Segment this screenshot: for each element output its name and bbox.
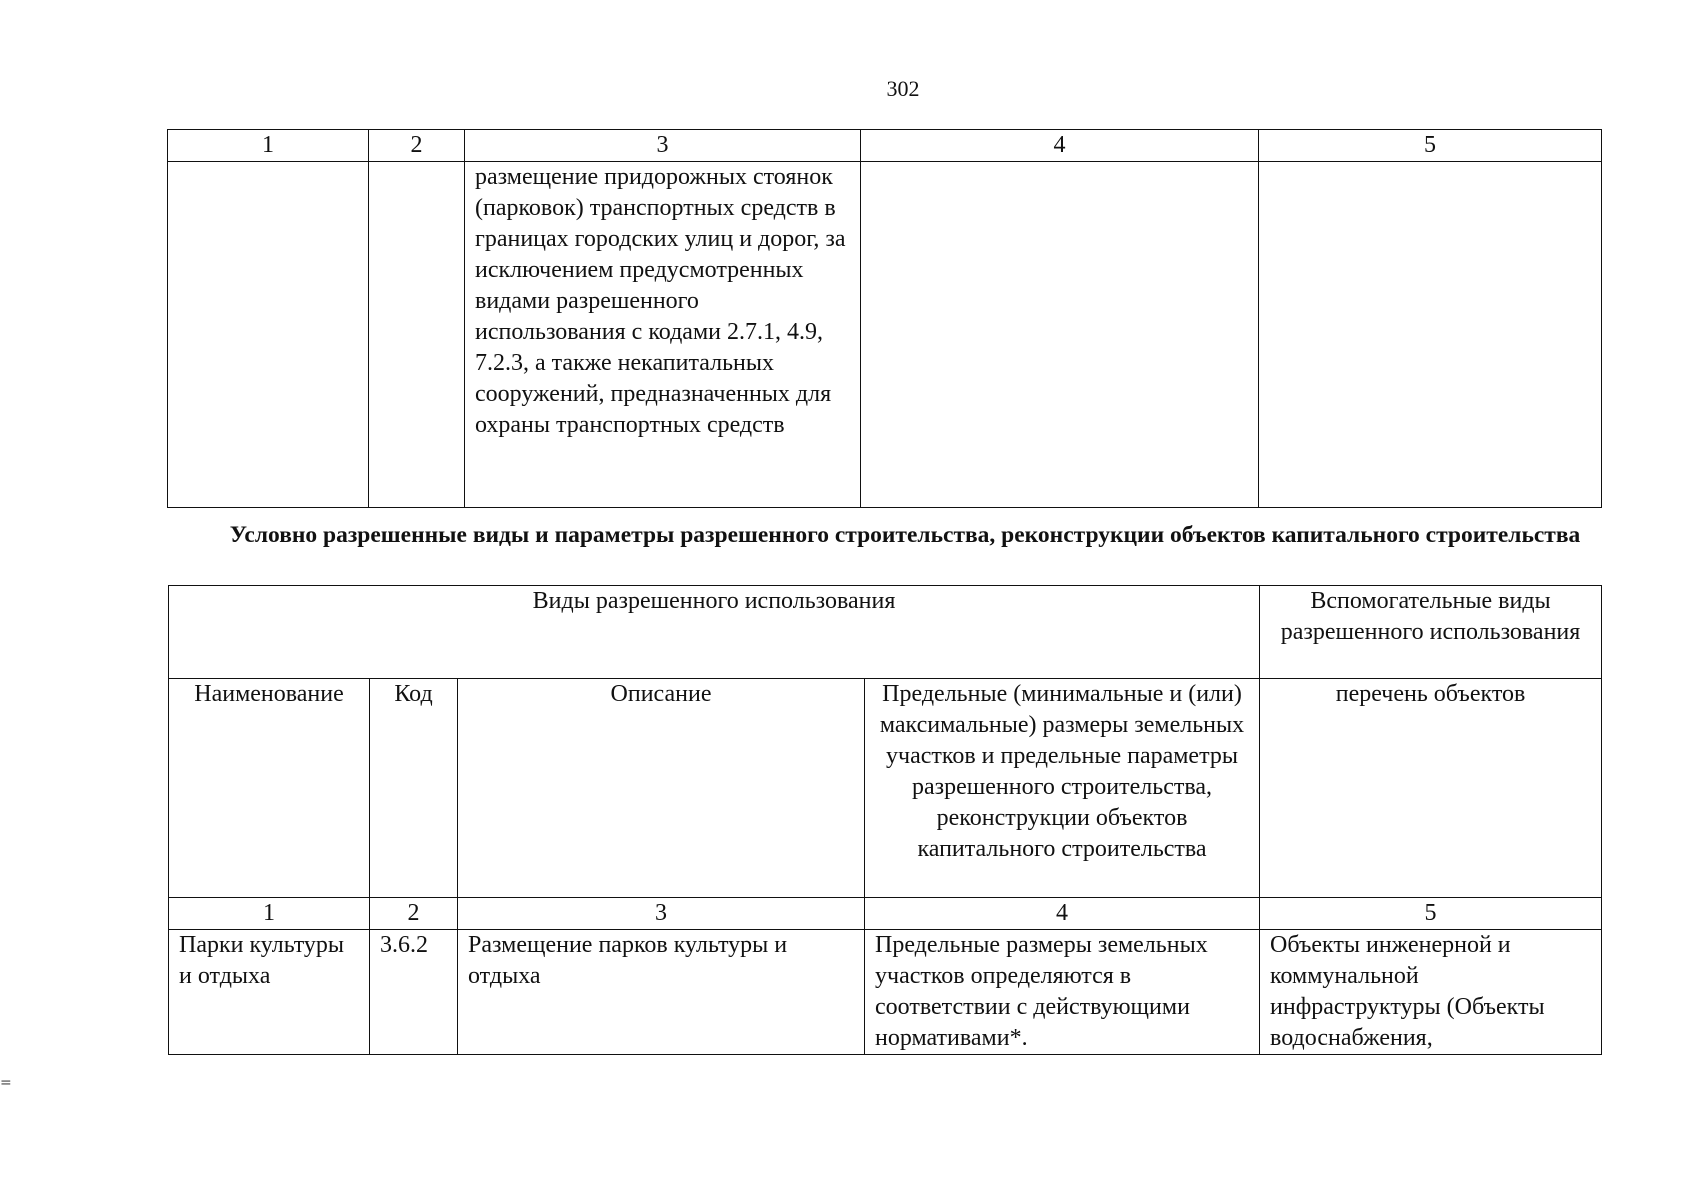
- cell-code: 3.6.2: [370, 930, 458, 1055]
- column-number-row: [168, 130, 1602, 162]
- cell-description: размещение придорожных стоянок (парковок) транспортных средств в границах городских улиц и дорог, за исключением предусмотренных видами разрешенного использования с кодами 2.7.1, 4.9, 7.2.3, а также некапитальных сооружений, предназначенных для охраны транспортных средств: [465, 162, 861, 508]
- cell-auxiliary: [1259, 162, 1602, 508]
- column-number: 1: [168, 130, 369, 162]
- column-number: 3: [465, 130, 861, 162]
- table-row: [168, 162, 1602, 508]
- table-row: [169, 930, 1602, 1055]
- section-heading: Условно разрешенные виды и параметры разрешенного строительства, реконструкции объектов капитального строительства: [229, 522, 1581, 548]
- cell-limits: [861, 162, 1259, 508]
- page-number: 302: [886, 76, 920, 101]
- continued-table: [167, 129, 1602, 508]
- column-number: 4: [861, 130, 1259, 162]
- group-header-row: [169, 586, 1602, 679]
- header-limits: Предельные (минимальные и (или) максимальные) размеры земельных участков и предельные параметры разрешенного строительства, реконструкции объектов капитального строительства: [865, 679, 1260, 898]
- group-header-aux: Вспомогательные виды разрешенного использования: [1260, 586, 1602, 679]
- cell-name: Парки культуры и отдыха: [169, 930, 370, 1055]
- cell-name: [168, 162, 369, 508]
- cell-description: Размещение парков культуры и отдыха: [458, 930, 865, 1055]
- header-description: Описание: [458, 679, 865, 898]
- cell-auxiliary: Объекты инженерной и коммунальной инфраструктуры (Объекты водоснабжения,: [1260, 930, 1602, 1055]
- header-name: Наименование: [169, 679, 370, 898]
- column-number: 4: [865, 898, 1260, 930]
- header-code: Код: [370, 679, 458, 898]
- header-aux-list: перечень объектов: [1260, 679, 1602, 898]
- cell-code: [369, 162, 465, 508]
- column-number: 2: [369, 130, 465, 162]
- column-number: 2: [370, 898, 458, 930]
- column-number-row: [169, 898, 1602, 930]
- cell-limits: Предельные размеры земельных участков определяются в соответствии с действующими нормативами*.: [865, 930, 1260, 1055]
- column-header-row: [169, 679, 1602, 898]
- edge-mark: =: [0, 1075, 12, 1091]
- column-number: 5: [1259, 130, 1602, 162]
- group-header-main: Виды разрешенного использования: [169, 586, 1260, 679]
- column-number: 1: [169, 898, 370, 930]
- conditional-use-table: [168, 585, 1602, 1055]
- column-number: 3: [458, 898, 865, 930]
- column-number: 5: [1260, 898, 1602, 930]
